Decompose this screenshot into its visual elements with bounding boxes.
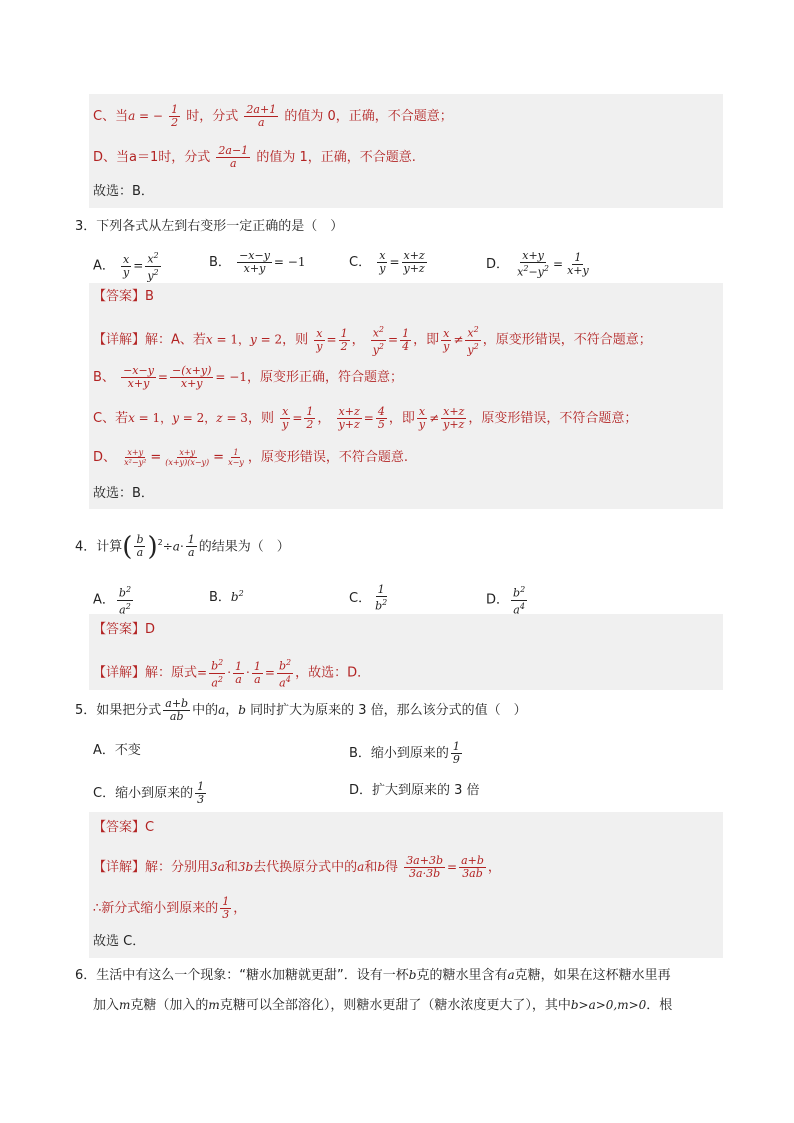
q3-stem: 3．下列各式从左到右变形一定正确的是（ ） xyxy=(75,219,344,234)
q4-detail: 【详解】解：原式= $\frac{b^2}{a^2}$ · $\frac{1}{a}$ · $\frac{1}{a}$ = $\frac{b^2}{a^4}$ ，故选：D． xyxy=(93,658,371,690)
q6-line1: 6．生活中有这么一个现象：“糖水加糖就更甜”．设有一杯b克的糖水里含有a克糖，如果在这杯糖水里再 xyxy=(75,968,671,983)
q5-choose: 故选 C． xyxy=(93,934,146,949)
q4-answer: 【答案】D xyxy=(93,622,156,637)
q5-answer: 【答案】C xyxy=(93,820,155,835)
q3-choose: 故选：B． xyxy=(93,486,154,501)
q2-choose: 故选：B． xyxy=(93,184,154,199)
q5-option-d: D．扩大到原来的 3 倍 xyxy=(349,783,480,798)
q4-stem: 4．计算( $\frac{b}{a}$ )$^2$÷a· $\frac{1}{a}$ 的结果为（ ） xyxy=(75,531,290,562)
q3-detail-d: D、 $\frac{x+y}{\text{x²−y²}}$ = $\frac{x+y}{(x+y)(x-y)}$ = $\frac{1}{x-y}$ ，原变形错误，不符合题意. xyxy=(93,448,408,467)
q5-option-b: B．缩小到原来的 $\frac{1}{9}$ xyxy=(349,740,460,766)
q5-option-c: C．缩小到原来的 $\frac{1}{3}$ xyxy=(93,780,205,806)
q5-stem: 5．如果把分式 $\frac{a+b}{ab}$ 中的a，b 同时扩大为原来的 3 倍，那么该分式的值（ ） xyxy=(75,697,527,723)
q3-answer: 【答案】B xyxy=(93,289,154,304)
q2-option-d-detail: D、当a＝1时，分式 $\frac{2a-1}{a}$ 的值为 1，正确，不合题意. xyxy=(93,144,416,170)
q3-detail-block xyxy=(89,283,723,509)
q6-line2: 加入m克糖（加入的m克糖可以全部溶化），则糖水更甜了（糖水浓度更大了），其中b>a>0,m>0．根 xyxy=(93,998,673,1013)
q5-option-a: A．不变 xyxy=(93,743,141,758)
q3-detail-c: C、若x = 1，y = 2，z = 3，则 $\frac{x}{y}$ = $\frac{1}{2}$ ， $\frac{x+z}{y+z}$ = $\frac{4}{5}$ ，即 $\frac{x}{y}$ ≠ $\frac{x+z}{y+z}$ ，原变形错误，不符合题意； xyxy=(93,405,638,431)
q5-detail: 【详解】解：分别用3a和3b去代换原分式中的a和b得 $\frac{3a+3b}{3a\cdot 3b}$ = $\frac{a+b}{3ab}$ ， xyxy=(93,854,501,880)
q5-therefore: ∴新分式缩小到原来的 $\frac{1}{3}$ ， xyxy=(93,895,247,921)
q3-detail-a: 【详解】解：A、若x = 1，y = 2，则 $\frac{x}{y}$ = $\frac{1}{2}$ ， $\frac{x^2}{y^2}$ = $\frac{1}{4}$ ，即 $\frac{x}{y}$ ≠ $\frac{x^2}{y^2}$ ，原变形错误，不符合题意； xyxy=(93,325,652,357)
q2-option-c-detail: C、当a = − $\frac{1}{2}$ 时，分式 $\frac{2a+1}{a}$ 的值为 0，正确，不合题意； xyxy=(93,103,453,129)
q3-detail-b: B、 $\frac{-x-y}{x+y}$ = $\frac{-(x+y)}{x+y}$ = −1，原变形正确，符合题意； xyxy=(93,364,403,390)
q5-detail-block xyxy=(89,812,723,958)
